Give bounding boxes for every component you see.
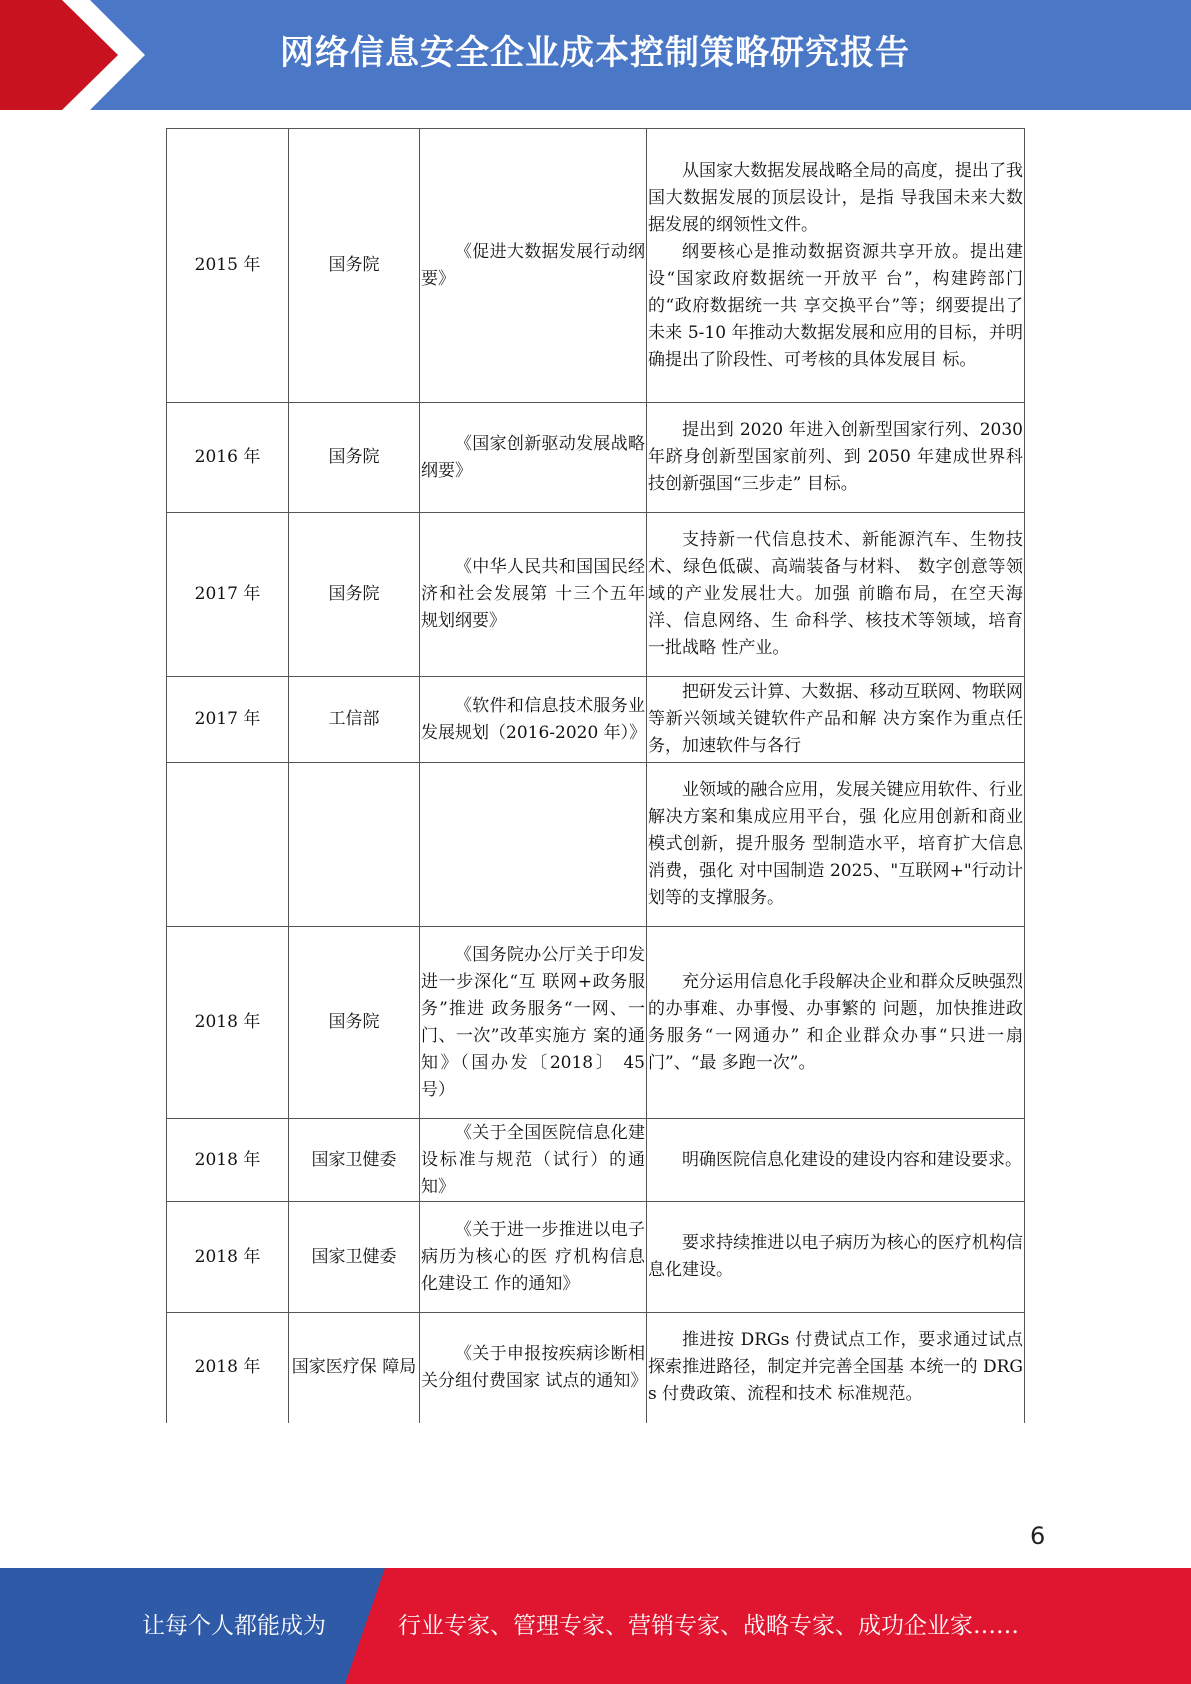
policy-table <box>166 128 1025 1423</box>
table-row <box>167 1202 1025 1313</box>
desc-paragraph: 明确医院信息化建设的建设内容和建设要求。 <box>682 1149 1022 1170</box>
dept-cell: 工信部 <box>289 677 420 763</box>
doc-cell <box>420 763 647 927</box>
desc-cell <box>647 1202 1025 1313</box>
table-row <box>167 403 1025 513</box>
page-footer <box>0 1568 1191 1684</box>
table-row <box>167 129 1025 403</box>
desc-cell <box>647 927 1025 1119</box>
dept-cell <box>289 763 420 927</box>
dept-cell: 国家医疗保 障局 <box>289 1313 420 1423</box>
year-cell: 2018 年 <box>167 1313 289 1423</box>
desc-cell <box>647 1313 1025 1423</box>
desc-paragraph: 提出到 2020 年进入创新型国家行列、2030 年跻身创新型国家前列、到 2050 年建成世界科技创新强国“三步走” 目标。 <box>648 420 1023 494</box>
desc-cell <box>647 403 1025 513</box>
desc-cell <box>647 763 1025 927</box>
doc-cell: 《中华人民共和国国民经济和社会发展第 十三个五年规划纲要》 <box>420 513 647 677</box>
year-cell: 2018 年 <box>167 1119 289 1202</box>
year-cell: 2017 年 <box>167 677 289 763</box>
page-number: 6 <box>1030 1522 1046 1550</box>
report-title: 网络信息安全企业成本控制策略研究报告 <box>280 33 910 73</box>
year-cell: 2015 年 <box>167 129 289 403</box>
year-cell: 2018 年 <box>167 927 289 1119</box>
year-cell: 2018 年 <box>167 1202 289 1313</box>
table-row <box>167 763 1025 927</box>
desc-cell <box>647 677 1025 763</box>
doc-cell: 《关于申报按疾病诊断相关分组付费国家 试点的通知》 <box>420 1313 647 1423</box>
table-row <box>167 1313 1025 1423</box>
desc-paragraph: 业领域的融合应用，发展关键应用软件、行业解决方案和集成应用平台，强 化应用创新和商业模式创新，提升服务 型制造水平，培育扩大信息消费，强化 对中国制造 2025、"互联网+"行动计 划等的支撑服务。 <box>648 780 1023 908</box>
doc-cell: 《国家创新驱动发展战略纲要》 <box>420 403 647 513</box>
doc-cell: 《国务院办公厅关于印发进一步深化“互 联网+政务服务”推进 政务服务“一网、一 门、一次”改革实施方 案的通知》（国办发〔2018〕 45 号） <box>420 927 647 1119</box>
year-cell <box>167 763 289 927</box>
footer-slogan-left: 让每个人都能成为 <box>142 1613 326 1639</box>
year-cell: 2017 年 <box>167 513 289 677</box>
desc-paragraph: 把研发云计算、大数据、移动互联网、物联网等新兴领域关键软件产品和解 决方案作为重点任务，加速软件与各行 <box>648 682 1023 756</box>
table-row <box>167 927 1025 1119</box>
desc-paragraph: 支持新一代信息技术、新能源汽车、生物技术、绿色低碳、高端装备与材料、 数字创意等领域的产业发展壮大。加强 前瞻布局，在空天海洋、信息网络、生 命科学、核技术等领域，培育一批战略 性产业。 <box>648 530 1023 658</box>
table-row <box>167 1119 1025 1202</box>
desc-paragraph: 要求持续推进以电子病历为核心的医疗机构信息化建设。 <box>648 1233 1023 1280</box>
desc-paragraph: 推进按 DRGs 付费试点工作，要求通过试点探索推进路径，制定并完善全国基 本统一的 DRGs 付费政策、流程和技术 标准规范。 <box>648 1330 1023 1405</box>
desc-cell <box>647 129 1025 403</box>
dept-cell: 国务院 <box>289 927 420 1119</box>
footer-slogan-right: 行业专家、管理专家、营销专家、战略专家、成功企业家…… <box>398 1613 1019 1639</box>
desc-paragraph: 纲要核心是推动数据资源共享开放。提出建设“国家政府数据统一开放平 台”，构建跨部门的“政府数据统一共 享交换平台”等；纲要提出了未来 5-10 年推动大数据发展和应用的目标，并明 确提出了阶段性、可考核的具体发展目 标。 <box>648 241 1023 370</box>
desc-paragraph: 从国家大数据发展战略全局的高度，提出了我国大数据发展的顶层设计，是指 导我国未来大数据发展的纲领性文件。 <box>648 160 1023 235</box>
dept-cell: 国家卫健委 <box>289 1202 420 1313</box>
page-header <box>0 0 1191 110</box>
dept-cell: 国务院 <box>289 403 420 513</box>
dept-cell: 国家卫健委 <box>289 1119 420 1202</box>
doc-cell: 《关于全国医院信息化建设标准与规范（试行）的通知》 <box>420 1119 647 1202</box>
doc-cell: 《软件和信息技术服务业发展规划（2016-2020 年）》 <box>420 677 647 763</box>
table-row <box>167 513 1025 677</box>
table-row <box>167 677 1025 763</box>
header-red-chevron-icon <box>0 0 160 110</box>
desc-cell <box>647 513 1025 677</box>
doc-cell: 《促进大数据发展行动纲要》 <box>420 129 647 403</box>
dept-cell: 国务院 <box>289 513 420 677</box>
dept-cell: 国务院 <box>289 129 420 403</box>
desc-paragraph: 充分运用信息化手段解决企业和群众反映强烈的办事难、办事慢、办事繁的 问题，加快推进政务服务“一网通办” 和企业群众办事“只进一扇门”、“最 多跑一次”。 <box>648 971 1023 1073</box>
year-cell: 2016 年 <box>167 403 289 513</box>
desc-cell <box>647 1119 1025 1202</box>
doc-cell: 《关于进一步推进以电子病历为核心的医 疗机构信息化建设工 作的通知》 <box>420 1202 647 1313</box>
